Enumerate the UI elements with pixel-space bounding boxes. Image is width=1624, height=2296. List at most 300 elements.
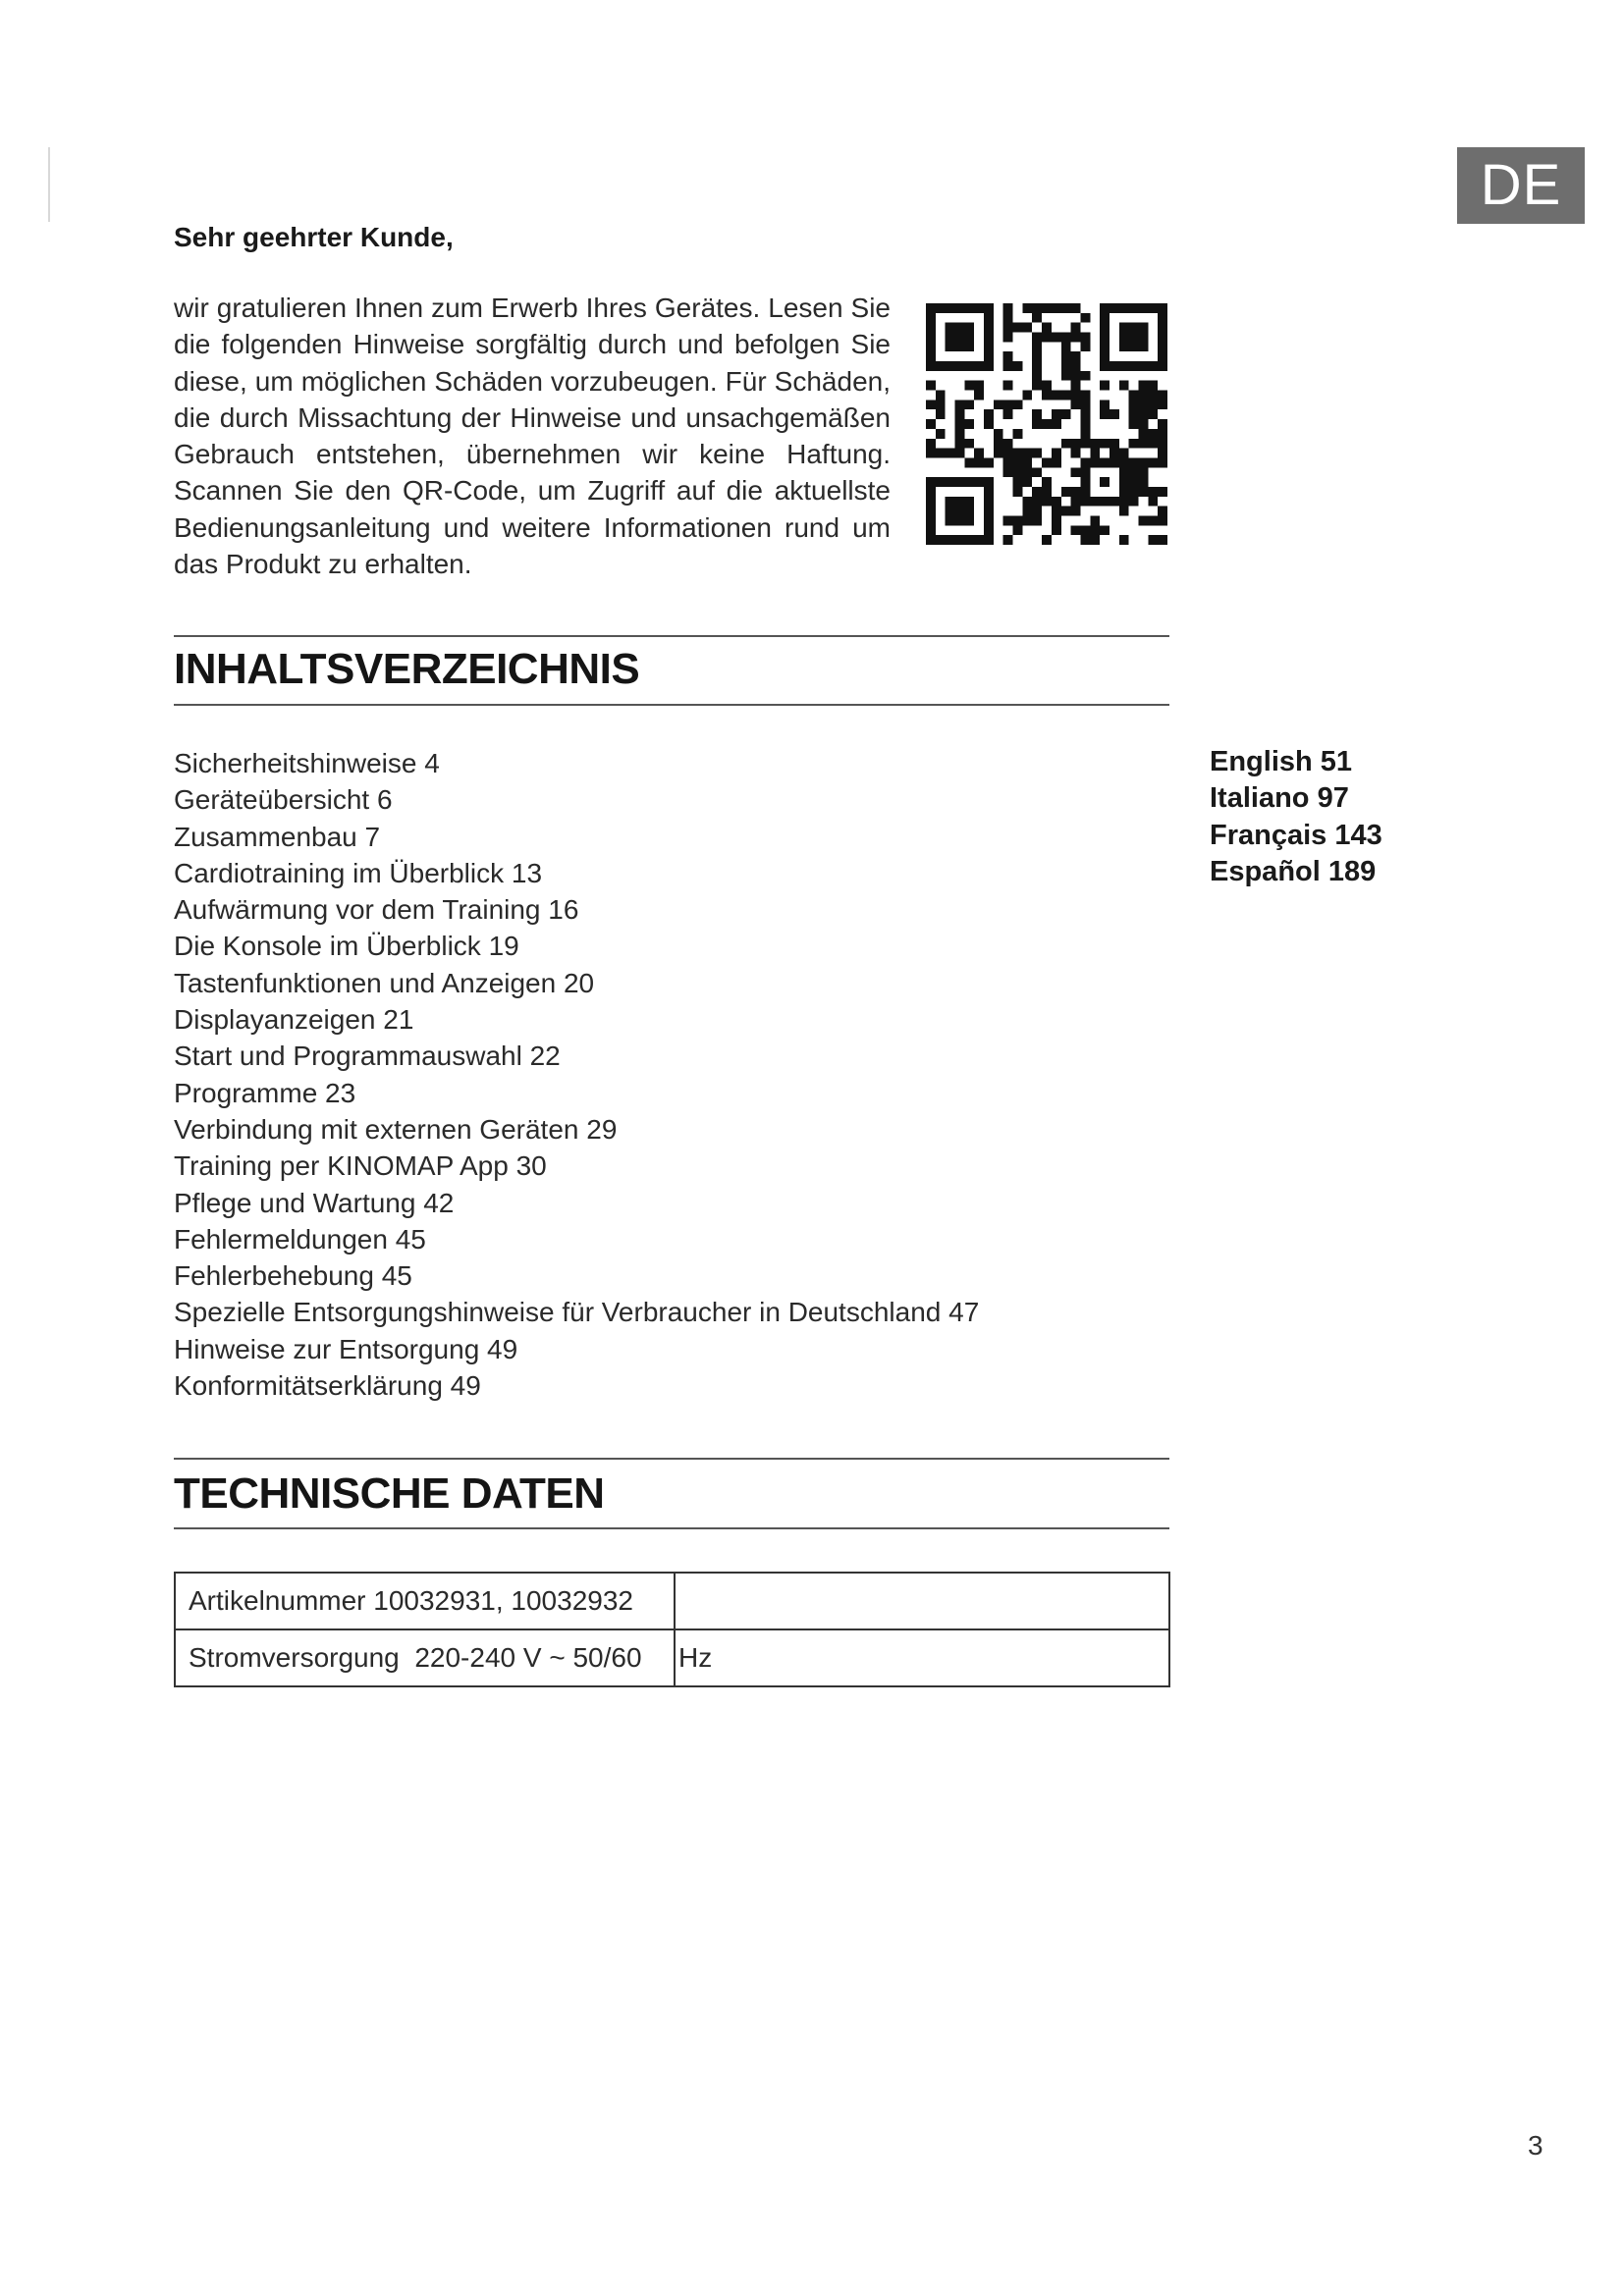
qr-module [1148, 497, 1158, 507]
qr-module [1138, 391, 1148, 400]
toc-item[interactable]: Programme 23 [174, 1077, 356, 1108]
qr-module [1100, 525, 1110, 535]
qr-module [1119, 449, 1129, 458]
qr-module [1138, 342, 1148, 351]
qr-module [1080, 477, 1090, 487]
qr-module [1042, 477, 1052, 487]
qr-module [1158, 535, 1167, 545]
qr-module [1138, 515, 1148, 525]
specs-title: TECHNISCHE DATEN [174, 1469, 605, 1518]
qr-module [1158, 351, 1167, 361]
qr-module [1003, 535, 1013, 545]
qr-module [1071, 381, 1081, 391]
toc-item[interactable]: Training per KINOMAP App 30 [174, 1150, 547, 1182]
qr-module [1071, 497, 1081, 507]
qr-module [926, 333, 936, 343]
qr-module [926, 535, 936, 545]
spec-cell [175, 1573, 675, 1629]
qr-module [1129, 497, 1139, 507]
qr-module [964, 507, 974, 516]
spec-cell [175, 1629, 675, 1686]
qr-module [1119, 507, 1129, 516]
spec-label: Artikelnummer [189, 1585, 366, 1616]
spec-cell-extra [675, 1573, 1169, 1629]
qr-module [926, 400, 936, 409]
qr-module [1138, 439, 1148, 449]
qr-module [994, 439, 1003, 449]
qr-module [1061, 409, 1071, 419]
qr-module [964, 342, 974, 351]
qr-module [1061, 351, 1071, 361]
qr-module [974, 535, 984, 545]
qr-code[interactable] [926, 303, 1167, 545]
qr-module [1080, 467, 1090, 477]
qr-module [1061, 371, 1071, 381]
spec-value: 10032931, 10032932 [373, 1585, 633, 1616]
qr-module [1061, 439, 1071, 449]
qr-module [1003, 323, 1013, 333]
qr-module [1071, 333, 1081, 343]
qr-module [926, 303, 936, 313]
qr-module [1080, 429, 1090, 439]
qr-module [1071, 303, 1081, 313]
qr-module [946, 477, 955, 487]
qr-module [936, 409, 946, 419]
qr-module [1071, 449, 1081, 458]
qr-module [1032, 419, 1042, 429]
qr-module [1003, 381, 1013, 391]
qr-module [984, 361, 994, 371]
qr-module [1013, 467, 1023, 477]
qr-module [974, 381, 984, 391]
qr-module [1090, 515, 1100, 525]
qr-module [1129, 323, 1139, 333]
qr-module [1119, 497, 1129, 507]
qr-module [955, 409, 965, 419]
toc-item[interactable]: Hinweise zur Entsorgung 49 [174, 1333, 518, 1364]
qr-module [1138, 429, 1148, 439]
qr-module [1042, 333, 1052, 343]
margin-marker [48, 147, 50, 222]
qr-module [1119, 303, 1129, 313]
qr-module [964, 439, 974, 449]
qr-module [964, 361, 974, 371]
qr-module [1071, 507, 1081, 516]
qr-module [1013, 449, 1023, 458]
qr-module [936, 303, 946, 313]
qr-module [936, 429, 946, 439]
qr-module [1100, 477, 1110, 487]
qr-module [1158, 487, 1167, 497]
qr-module [1129, 487, 1139, 497]
qr-module [1158, 391, 1167, 400]
qr-module [1080, 400, 1090, 409]
qr-module [1110, 303, 1119, 313]
qr-module [1110, 361, 1119, 371]
qr-module [984, 457, 994, 467]
toc-item[interactable]: Fehlermeldungen 45 [174, 1223, 426, 1255]
qr-module [984, 497, 994, 507]
qr-module [964, 477, 974, 487]
qr-module [936, 449, 946, 458]
qr-module [1013, 477, 1023, 487]
qr-module [946, 303, 955, 313]
qr-module [1013, 525, 1023, 535]
qr-module [1100, 409, 1110, 419]
qr-module [1042, 419, 1052, 429]
qr-module [1032, 497, 1042, 507]
qr-module [1138, 457, 1148, 467]
qr-module [984, 342, 994, 351]
qr-module [1119, 361, 1129, 371]
qr-module [926, 449, 936, 458]
qr-module [1158, 429, 1167, 439]
qr-module [1071, 371, 1081, 381]
qr-module [1148, 391, 1158, 400]
qr-module [1032, 409, 1042, 419]
qr-module [1022, 515, 1032, 525]
qr-module [1158, 507, 1167, 516]
qr-module [1042, 497, 1052, 507]
qr-module [955, 400, 965, 409]
language-link-english[interactable]: English 51 [1210, 746, 1353, 777]
qr-module [1138, 419, 1148, 429]
qr-module [1022, 303, 1032, 313]
qr-module [1100, 400, 1110, 409]
qr-module [1042, 303, 1052, 313]
qr-module [1090, 457, 1100, 467]
qr-module [926, 507, 936, 516]
qr-module [1080, 342, 1090, 351]
qr-module [1022, 391, 1032, 400]
qr-module [1022, 497, 1032, 507]
qr-module [1003, 333, 1013, 343]
qr-module [1148, 439, 1158, 449]
toc-item[interactable]: Zusammenbau 7 [174, 821, 381, 852]
qr-module [1042, 381, 1052, 391]
qr-module [955, 439, 965, 449]
intro-paragraph: wir gratulieren Ihnen zum Erwerb Ihres Gerätes. Lesen Sie die folgenden Hinweise sorgfältig durch und befolgen Sie diese, um möglichen Schäden vorzubeugen. Für Schäden, die durch Missachtung der Hinweise und unsachgemäßen Gebrauch entstehen, übernehmen wir keine Haftung. Scannen Sie den QR-Code, um Zugriff auf die aktuellste Bedienungsanleitung und weitere Informationen rund um das Produkt zu erhalten. [174, 293, 891, 580]
qr-module [1148, 361, 1158, 371]
qr-module [1071, 351, 1081, 361]
toc-item[interactable]: Aufwärmung vor dem Training 16 [174, 894, 579, 926]
qr-module [936, 400, 946, 409]
qr-module [1090, 439, 1100, 449]
qr-module [1022, 457, 1032, 467]
toc-list [174, 745, 979, 1404]
qr-module [1138, 381, 1148, 391]
qr-module [964, 419, 974, 429]
qr-module [1052, 333, 1061, 343]
qr-module [1032, 467, 1042, 477]
qr-module [1158, 342, 1167, 351]
qr-module [994, 449, 1003, 458]
qr-module [1032, 333, 1042, 343]
qr-module [984, 333, 994, 343]
qr-module [964, 400, 974, 409]
specs-rule-top [174, 1458, 1169, 1460]
qr-module [964, 535, 974, 545]
qr-module [1042, 487, 1052, 497]
qr-module [946, 361, 955, 371]
qr-module [1052, 497, 1061, 507]
qr-module [1071, 400, 1081, 409]
qr-module [1158, 313, 1167, 323]
page-number: 3 [1528, 2130, 1543, 2161]
qr-module [1080, 525, 1090, 535]
qr-module [964, 303, 974, 313]
qr-module [1110, 449, 1119, 458]
qr-module [1158, 400, 1167, 409]
qr-module [1148, 535, 1158, 545]
toc-item[interactable]: Die Konsole im Überblick 19 [174, 931, 519, 962]
specs-rule-bottom [174, 1527, 1169, 1529]
qr-module [1052, 525, 1061, 535]
toc-item[interactable]: Start und Programmauswahl 22 [174, 1041, 561, 1072]
qr-module [1138, 400, 1148, 409]
qr-module [1052, 303, 1061, 313]
qr-module [1148, 457, 1158, 467]
qr-module [964, 497, 974, 507]
qr-module [1013, 361, 1023, 371]
qr-module [926, 477, 936, 487]
toc-item[interactable]: Konformitätserklärung 49 [174, 1370, 481, 1402]
qr-module [1003, 351, 1013, 361]
qr-module [1071, 467, 1081, 477]
qr-module [1129, 477, 1139, 487]
qr-module [1022, 449, 1032, 458]
qr-module [1158, 333, 1167, 343]
qr-module [1042, 457, 1052, 467]
qr-module [994, 400, 1003, 409]
toc-title: INHALTSVERZEICHNIS [174, 645, 640, 693]
qr-module [964, 323, 974, 333]
qr-module [955, 303, 965, 313]
language-link-espanol[interactable]: Español 189 [1210, 855, 1377, 887]
qr-module [955, 342, 965, 351]
qr-module [1052, 457, 1061, 467]
qr-module [1080, 497, 1090, 507]
qr-module [984, 419, 994, 429]
qr-module [1071, 323, 1081, 333]
qr-module [1100, 439, 1110, 449]
qr-module [1138, 409, 1148, 419]
qr-module [1071, 361, 1081, 371]
qr-module [1119, 467, 1129, 477]
qr-module [1022, 477, 1032, 487]
qr-module [1090, 525, 1100, 535]
qr-module [936, 535, 946, 545]
qr-module [1052, 391, 1061, 400]
toc-item[interactable]: Displayanzeigen 21 [174, 1004, 414, 1036]
qr-module [926, 342, 936, 351]
qr-module [1003, 313, 1013, 323]
qr-module [1138, 303, 1148, 313]
qr-module [1090, 497, 1100, 507]
qr-module [1158, 457, 1167, 467]
qr-module [1100, 361, 1110, 371]
qr-module [1003, 457, 1013, 467]
qr-module [1110, 457, 1119, 467]
qr-module [936, 477, 946, 487]
qr-module [1071, 525, 1081, 535]
qr-module [1100, 313, 1110, 323]
qr-module [964, 381, 974, 391]
qr-module [946, 342, 955, 351]
qr-module [955, 323, 965, 333]
qr-module [1158, 449, 1167, 458]
qr-module [1129, 361, 1139, 371]
qr-module [1022, 467, 1032, 477]
qr-module [1003, 467, 1013, 477]
qr-module [1032, 515, 1042, 525]
toc-item[interactable]: Cardiotraining im Überblick 13 [174, 857, 543, 888]
qr-module [984, 535, 994, 545]
qr-module [1042, 323, 1052, 333]
qr-module [984, 477, 994, 487]
qr-module [1129, 391, 1139, 400]
qr-module [1110, 497, 1119, 507]
qr-module [964, 515, 974, 525]
qr-module [1100, 381, 1110, 391]
qr-module [1100, 333, 1110, 343]
qr-module [984, 515, 994, 525]
qr-module [1080, 333, 1090, 343]
qr-module [1003, 409, 1013, 419]
qr-module [1129, 342, 1139, 351]
qr-module [955, 419, 965, 429]
qr-module [1003, 439, 1013, 449]
qr-module [1110, 439, 1119, 449]
qr-module [1003, 400, 1013, 409]
qr-module [1052, 449, 1061, 458]
toc-item[interactable]: Geräteübersicht 6 [174, 784, 393, 816]
qr-module [1129, 439, 1139, 449]
qr-module [1061, 487, 1071, 497]
qr-module [1042, 535, 1052, 545]
qr-module [1110, 409, 1119, 419]
qr-module [1090, 449, 1100, 458]
qr-module [1119, 457, 1129, 467]
qr-module [946, 497, 955, 507]
qr-module [1013, 457, 1023, 467]
greeting: Sehr geehrter Kunde, [174, 222, 454, 252]
qr-module [1071, 487, 1081, 497]
qr-module [1138, 333, 1148, 343]
qr-module [1119, 535, 1129, 545]
qr-module [984, 323, 994, 333]
qr-module [984, 487, 994, 497]
qr-module [955, 497, 965, 507]
qr-module [1032, 361, 1042, 371]
qr-module [1080, 391, 1090, 400]
qr-module [1148, 303, 1158, 313]
qr-module [1032, 381, 1042, 391]
qr-module [955, 477, 965, 487]
qr-module [946, 515, 955, 525]
qr-module [1061, 361, 1071, 371]
qr-module [1080, 439, 1090, 449]
qr-module [1061, 507, 1071, 516]
qr-module [984, 507, 994, 516]
qr-module [984, 303, 994, 313]
qr-module [1080, 313, 1090, 323]
qr-module [1080, 371, 1090, 381]
qr-module [1119, 487, 1129, 497]
qr-module [1013, 487, 1023, 497]
qr-module [1013, 429, 1023, 439]
qr-module [955, 361, 965, 371]
qr-module [1158, 323, 1167, 333]
qr-module [946, 535, 955, 545]
qr-module [1158, 361, 1167, 371]
qr-module [936, 391, 946, 400]
qr-module [936, 361, 946, 371]
qr-module [1003, 515, 1013, 525]
qr-module [1138, 477, 1148, 487]
qr-module [926, 515, 936, 525]
qr-module [1013, 400, 1023, 409]
toc-item[interactable]: Spezielle Entsorgungshinweise für Verbraucher in Deutschland 47 [174, 1297, 980, 1328]
qr-module [1148, 515, 1158, 525]
spec-label: Stromversorgung [189, 1642, 400, 1673]
qr-module [1119, 342, 1129, 351]
qr-module [1138, 467, 1148, 477]
qr-module [1119, 333, 1129, 343]
spec-value: 220-240 V ~ 50/60 [414, 1642, 642, 1673]
toc-item[interactable]: Tastenfunktionen und Anzeigen 20 [174, 967, 595, 998]
qr-module [1013, 515, 1023, 525]
qr-module [955, 515, 965, 525]
qr-module [1052, 419, 1061, 429]
toc-item[interactable]: Sicherheitshinweise 4 [174, 748, 440, 778]
language-link-francais[interactable]: Français 143 [1210, 819, 1382, 851]
toc-item[interactable]: Pflege und Wartung 42 [174, 1187, 455, 1218]
qr-module [1003, 361, 1013, 371]
qr-module [1148, 409, 1158, 419]
qr-module [946, 323, 955, 333]
qr-module [974, 449, 984, 458]
toc-rule-top [174, 635, 1169, 637]
qr-module [946, 333, 955, 343]
qr-module [1119, 477, 1129, 487]
language-link-italiano[interactable]: Italiano 97 [1210, 782, 1349, 815]
qr-module [1138, 323, 1148, 333]
qr-module [1032, 342, 1042, 351]
qr-module [946, 507, 955, 516]
qr-module [1138, 487, 1148, 497]
toc-item[interactable]: Fehlerbehebung 45 [174, 1260, 412, 1292]
qr-module [1119, 381, 1129, 391]
qr-module [1032, 507, 1042, 516]
table-row [175, 1573, 1169, 1629]
qr-module [1119, 323, 1129, 333]
qr-module [1052, 515, 1061, 525]
qr-module [926, 381, 936, 391]
qr-module [1080, 535, 1090, 545]
qr-module [1071, 439, 1081, 449]
qr-module [1148, 381, 1158, 391]
qr-module [1003, 303, 1013, 313]
qr-module [1052, 409, 1061, 419]
qr-module [1129, 409, 1139, 419]
qr-module [946, 449, 955, 458]
qr-module [1022, 507, 1032, 516]
qr-module [955, 333, 965, 343]
qr-module [1148, 487, 1158, 497]
toc-item[interactable]: Verbindung mit externen Geräten 29 [174, 1113, 618, 1145]
qr-module [1100, 497, 1110, 507]
